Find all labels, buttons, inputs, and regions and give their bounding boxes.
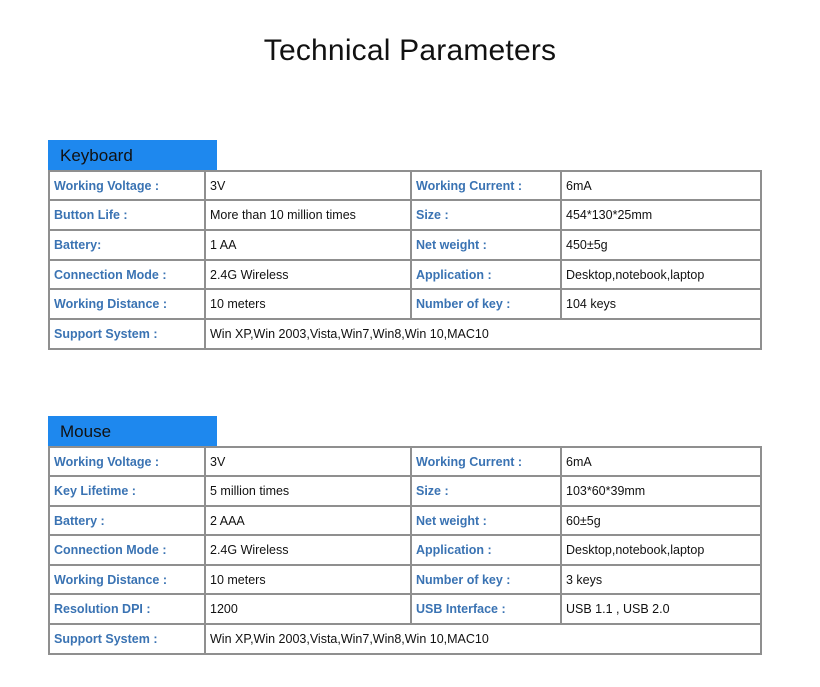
spec-label: Connection Mode : xyxy=(49,535,205,565)
keyboard-section-header: Keyboard xyxy=(48,140,217,170)
spec-label: Working Distance : xyxy=(49,565,205,594)
spec-label: Battery : xyxy=(49,506,205,535)
page-title: Technical Parameters xyxy=(263,34,557,67)
table-row xyxy=(49,260,761,289)
keyboard-section xyxy=(48,140,760,350)
spec-value: 2.4G Wireless xyxy=(205,535,411,565)
table-row xyxy=(49,594,761,624)
spec-label: Working Voltage : xyxy=(49,447,205,476)
spec-label: Battery: xyxy=(49,230,205,260)
table-row xyxy=(49,447,761,476)
table-row xyxy=(49,200,761,230)
spec-value: 10 meters xyxy=(205,289,411,319)
spec-label: Number of key : xyxy=(411,565,561,594)
table-row xyxy=(49,171,761,200)
spec-label: Application : xyxy=(411,260,561,289)
spec-label: Net weight : xyxy=(411,506,561,535)
spec-label: Button Life : xyxy=(49,200,205,230)
spec-value: 3V xyxy=(205,447,411,476)
table-row xyxy=(49,289,761,319)
spec-value: 450±5g xyxy=(561,230,761,260)
table-row xyxy=(49,476,761,506)
table-row xyxy=(49,624,761,654)
spec-value: 60±5g xyxy=(561,506,761,535)
spec-value: Desktop,notebook,laptop xyxy=(561,260,761,289)
spec-label: USB Interface : xyxy=(411,594,561,624)
spec-value: 10 meters xyxy=(205,565,411,594)
spec-value: Win XP,Win 2003,Vista,Win7,Win8,Win 10,MAC10 xyxy=(205,319,761,349)
table-row xyxy=(49,230,761,260)
spec-label: Size : xyxy=(411,476,561,506)
mouse-section-header: Mouse xyxy=(48,416,217,446)
spec-value: 1200 xyxy=(205,594,411,624)
spec-label: Size : xyxy=(411,200,561,230)
mouse-section xyxy=(48,416,760,655)
keyboard-spec-table xyxy=(48,170,762,350)
spec-label: Number of key : xyxy=(411,289,561,319)
spec-label: Resolution DPI : xyxy=(49,594,205,624)
spec-label: Net weight : xyxy=(411,230,561,260)
mouse-spec-table xyxy=(48,446,762,655)
spec-label: Working Voltage : xyxy=(49,171,205,200)
spec-value: 5 million times xyxy=(205,476,411,506)
spec-label: Application : xyxy=(411,535,561,565)
spec-value: 3 keys xyxy=(561,565,761,594)
spec-value: 103*60*39mm xyxy=(561,476,761,506)
spec-value: More than 10 million times xyxy=(205,200,411,230)
spec-value: USB 1.1 , USB 2.0 xyxy=(561,594,761,624)
spec-label: Connection Mode : xyxy=(49,260,205,289)
spec-value: 2.4G Wireless xyxy=(205,260,411,289)
spec-value: Desktop,notebook,laptop xyxy=(561,535,761,565)
spec-value: 2 AAA xyxy=(205,506,411,535)
spec-label: Working Current : xyxy=(411,171,561,200)
spec-label: Working Distance : xyxy=(49,289,205,319)
spec-value: 104 keys xyxy=(561,289,761,319)
spec-value: 3V xyxy=(205,171,411,200)
spec-value: 6mA xyxy=(561,447,761,476)
spec-label: Key Lifetime : xyxy=(49,476,205,506)
spec-value: 454*130*25mm xyxy=(561,200,761,230)
spec-value: 1 AA xyxy=(205,230,411,260)
table-row xyxy=(49,565,761,594)
spec-value: 6mA xyxy=(561,171,761,200)
table-row xyxy=(49,535,761,565)
spec-label: Support System : xyxy=(49,624,205,654)
spec-label: Support System : xyxy=(49,319,205,349)
spec-value: Win XP,Win 2003,Vista,Win7,Win8,Win 10,MAC10 xyxy=(205,624,761,654)
table-row xyxy=(49,506,761,535)
table-row xyxy=(49,319,761,349)
spec-label: Working Current : xyxy=(411,447,561,476)
